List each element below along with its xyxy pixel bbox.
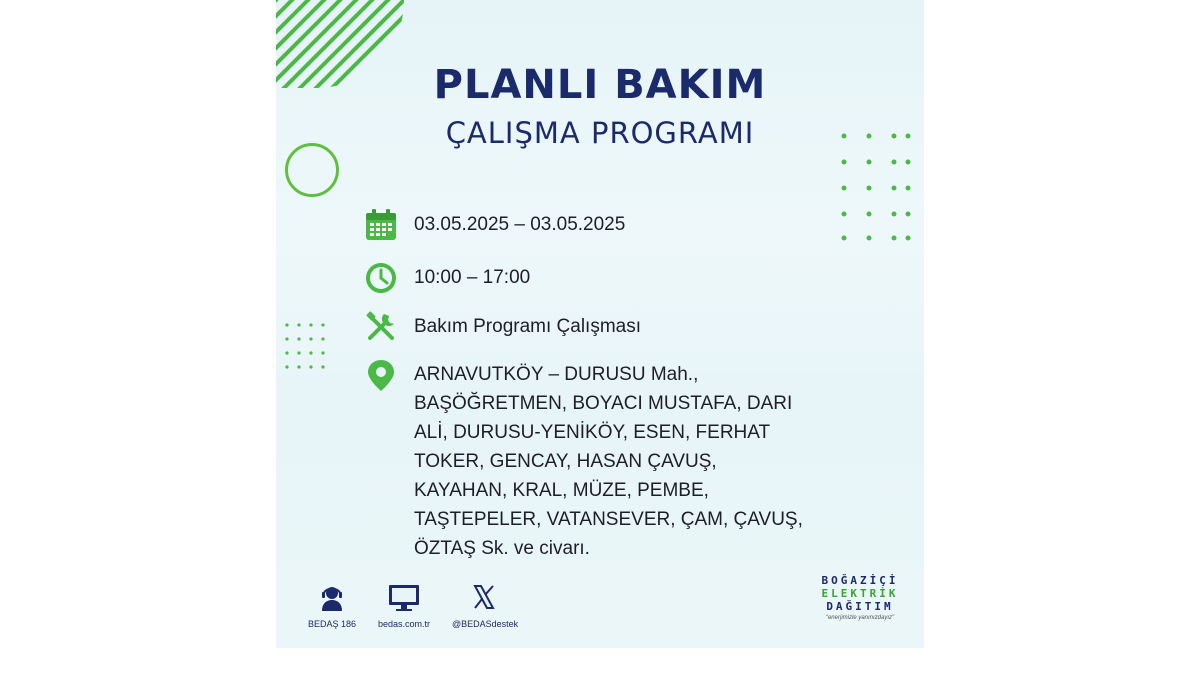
brand-slogan: "enerjimizle yanınızdayız" — [825, 615, 895, 621]
website-label: bedas.com.tr — [377, 619, 431, 629]
social-contact — [452, 582, 519, 629]
monitor-icon — [387, 582, 421, 612]
phone-label: BEDAŞ 186 — [307, 619, 357, 629]
brand-logo — [812, 574, 908, 621]
headset-icon — [317, 582, 347, 612]
announcement-card — [276, 0, 924, 648]
page-subtitle: ÇALIŞMA PROGRAMI — [445, 116, 755, 150]
phone-contact — [306, 582, 358, 629]
location-list — [414, 360, 814, 563]
time-row — [364, 261, 530, 295]
clock-icon — [364, 261, 398, 295]
location-line: TOKER, GENCAY, HASAN ÇAVUŞ, — [414, 451, 717, 472]
dot-grid-left — [282, 320, 332, 370]
location-line: ALİ, DURUSU-YENİKÖY, ESEN, FERHAT — [414, 422, 771, 443]
x-logo-icon — [469, 582, 499, 612]
circle-decoration — [285, 143, 339, 197]
calendar-icon — [364, 208, 398, 242]
date-range: 03.05.2025 – 03.05.2025 — [414, 214, 626, 235]
time-range: 10:00 – 17:00 — [414, 267, 531, 288]
location-line: KAYAHAN, KRAL, MÜZE, PEMBE, — [414, 480, 709, 501]
location-row — [364, 356, 814, 563]
page-title: PLANLI BAKIM — [433, 62, 767, 108]
location-line: ARNAVUTKÖY – DURUSU Mah., — [414, 364, 699, 385]
work-type: Bakım Programı Çalışması — [414, 316, 641, 337]
website-contact — [372, 582, 436, 629]
date-row — [364, 208, 625, 242]
work-row — [364, 310, 641, 344]
social-label: @BEDASdestek — [452, 619, 519, 629]
tools-icon — [364, 310, 398, 344]
brand-line-2: ELEKTRİK — [821, 587, 899, 600]
location-line: TAŞTEPELER, VATANSEVER, ÇAM, ÇAVUŞ, — [414, 509, 803, 530]
location-line: BAŞÖĞRETMEN, BOYACI MUSTAFA, DARI — [414, 393, 793, 414]
brand-line-3: DAĞITIM — [826, 600, 894, 613]
location-pin-icon — [364, 356, 398, 394]
brand-line-1: BOĞAZİÇİ — [821, 574, 899, 587]
location-line: ÖZTAŞ Sk. ve civarı. — [414, 538, 590, 559]
